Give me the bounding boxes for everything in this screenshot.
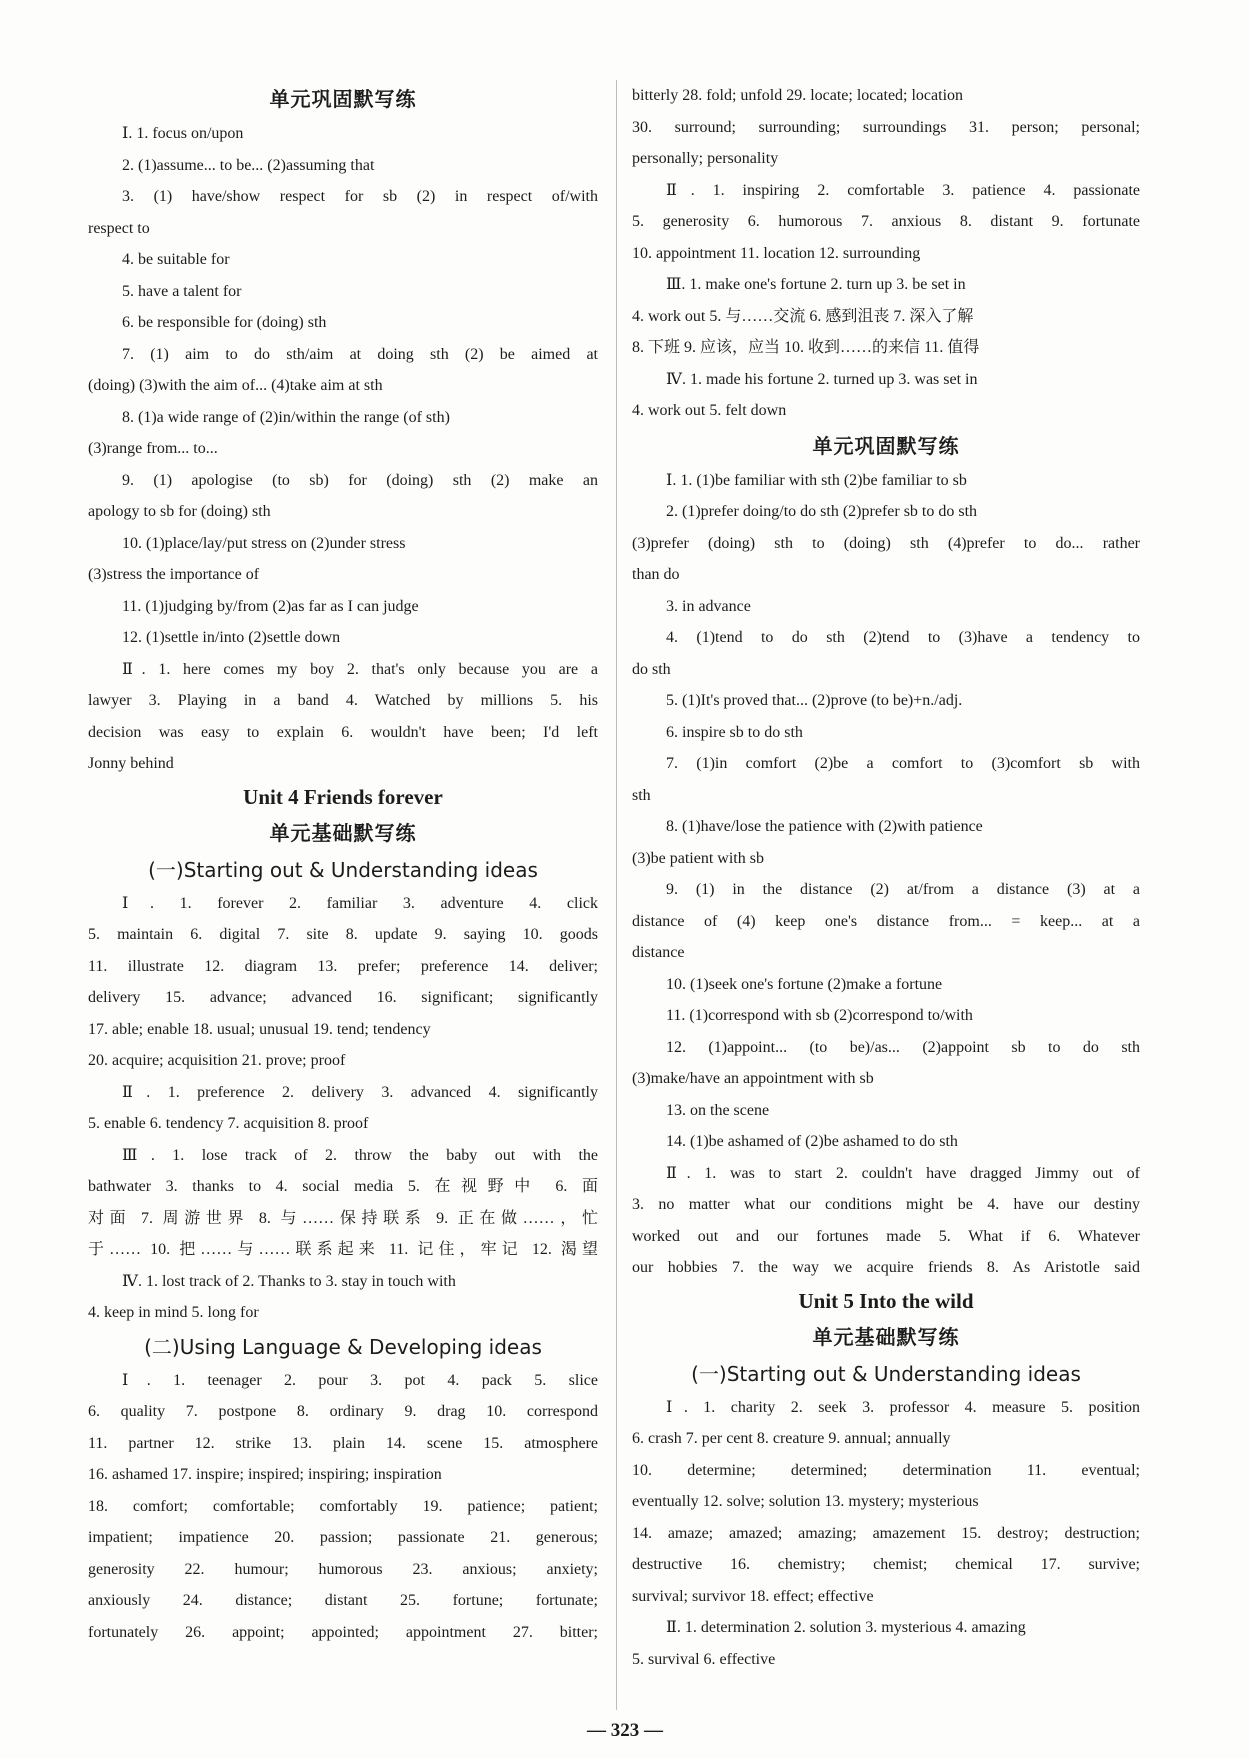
answer-line: survival; survivor 18. effect; effective bbox=[632, 1587, 874, 1605]
answer-line: 11. (1)judging by/from (2)as far as I can judge bbox=[122, 597, 419, 615]
answer-line: bitterly 28. fold; unfold 29. locate; located; location bbox=[632, 87, 964, 104]
answer-line: 6. be responsible for (doing) sth bbox=[122, 314, 327, 331]
answer-line: destructive 16. chemistry; chemist; chemical 17. survive; bbox=[632, 1556, 1140, 1573]
answer-line: (3)range from... to... bbox=[88, 440, 218, 457]
answer-line: Ⅱ. 1. preference 2. delivery 3. advanced 4. significantly bbox=[122, 1083, 598, 1101]
answer-line: fortunately 26. appoint; appointed; appointment 27. bitter; bbox=[88, 1623, 598, 1641]
answer-line: 6. crash 7. per cent 8. creature 9. annual; annually bbox=[632, 1430, 951, 1447]
column-divider bbox=[616, 80, 617, 1710]
answer-line: distance of (4) keep one's distance from... = keep... at a bbox=[632, 912, 1140, 930]
section-title: 单元巩固默写练 bbox=[812, 433, 960, 458]
answer-line: than do bbox=[632, 566, 680, 583]
answer-line: (3)make/have an appointment with sb bbox=[632, 1070, 874, 1087]
answer-line: 8. (1)have/lose the patience with (2)with patience bbox=[666, 818, 983, 835]
answer-line: 5. (1)It's proved that... (2)prove (to be)+n./adj. bbox=[666, 692, 963, 709]
answer-line: generosity 22. humour; humorous 23. anxious; anxiety; bbox=[88, 1560, 598, 1578]
answer-line: 10. determine; determined; determination 11. eventual; bbox=[632, 1461, 1140, 1479]
answer-line: apology to sb for (doing) sth bbox=[88, 503, 271, 520]
answer-line: 16. ashamed 17. inspire; inspired; inspiring; inspiration bbox=[88, 1466, 442, 1483]
answer-line: 5. maintain 6. digital 7. site 8. update 9. saying 10. goods bbox=[88, 926, 598, 943]
answer-line: 11. (1)correspond with sb (2)correspond to/with bbox=[666, 1007, 973, 1024]
answer-line: 4. keep in mind 5. long for bbox=[88, 1304, 259, 1321]
section-title: 单元基础默写练 bbox=[812, 1324, 960, 1349]
left-column bbox=[88, 80, 598, 1648]
answer-line: delivery 15. advance; advanced 16. significant; significantly bbox=[88, 989, 598, 1006]
answer-line: 8. 下班 9. 应该，应当 10. 收到……的来信 11. 值得 bbox=[632, 339, 980, 356]
answer-line: Ⅲ. 1. lose track of 2. throw the baby out with the bbox=[122, 1146, 598, 1164]
answer-line: 10. (1)place/lay/put stress on (2)under stress bbox=[122, 534, 406, 552]
answer-line: Ⅰ. 1. teenager 2. pour 3. pot 4. pack 5. slice bbox=[122, 1371, 598, 1389]
answer-line: 5. enable 6. tendency 7. acquisition 8. proof bbox=[88, 1115, 369, 1132]
answer-line: lawyer 3. Playing in a band 4. Watched by millions 5. his bbox=[88, 692, 598, 709]
answer-line: sth bbox=[632, 786, 651, 804]
subsection-heading: (一)Starting out & Understanding ideas bbox=[148, 857, 538, 882]
answer-line: 4. work out 5. 与……交流 6. 感到沮丧 7. 深入了解 bbox=[632, 307, 974, 325]
answer-line: Ⅱ. 1. determination 2. solution 3. mysterious 4. amazing bbox=[666, 1619, 1026, 1636]
answer-line: Ⅰ. 1. (1)be familiar with sth (2)be familiar to sb bbox=[666, 471, 967, 489]
answer-line: Ⅰ. 1. forever 2. familiar 3. adventure 4. click bbox=[122, 894, 598, 912]
answer-line: 30. surround; surrounding; surroundings 31. person; personal; bbox=[632, 118, 1140, 136]
subsection-heading: (二)Using Language & Developing ideas bbox=[144, 1334, 542, 1359]
answer-line: 10. (1)seek one's fortune (2)make a fortune bbox=[666, 975, 943, 993]
answer-line: 5. survival 6. effective bbox=[632, 1650, 776, 1668]
answer-line: (doing) (3)with the aim of... (4)take aim at sth bbox=[88, 377, 383, 394]
answer-line: Ⅰ. 1. charity 2. seek 3. professor 4. measure 5. position bbox=[666, 1398, 1140, 1416]
answer-line: Ⅳ. 1. made his fortune 2. turned up 3. was set in bbox=[666, 370, 978, 388]
answer-line: 2. (1)assume... to be... (2)assuming that bbox=[122, 156, 375, 174]
subsection-heading: (一)Starting out & Understanding ideas bbox=[691, 1361, 1081, 1386]
answer-line: 3. in advance bbox=[666, 597, 751, 615]
answer-line: eventually 12. solve; solution 13. mystery; mysterious bbox=[632, 1493, 979, 1510]
answer-line: 11. illustrate 12. diagram 13. prefer; preference 14. deliver; bbox=[88, 957, 598, 975]
answer-line: 12. (1)appoint... (to be)/as... (2)appoint sb to do sth bbox=[666, 1038, 1140, 1056]
answer-line: 18. comfort; comfortable; comfortably 19. patience; patient; bbox=[88, 1497, 598, 1515]
answer-line: 6. quality 7. postpone 8. ordinary 9. drag 10. correspond bbox=[88, 1403, 598, 1420]
answer-line: 4. work out 5. felt down bbox=[632, 402, 787, 419]
answer-line: anxiously 24. distance; distant 25. fortune; fortunate; bbox=[88, 1592, 598, 1609]
answer-line: 2. (1)prefer doing/to do sth (2)prefer sb to do sth bbox=[666, 503, 978, 520]
right-column bbox=[632, 80, 1140, 1675]
answer-line: worked out and our fortunes made 5. What if 6. Whatever bbox=[632, 1227, 1140, 1245]
answer-line: (3)prefer (doing) sth to (doing) sth (4)prefer to do... rather bbox=[632, 534, 1140, 552]
answer-line: decision was easy to explain 6. wouldn't have been; I'd left bbox=[88, 723, 598, 741]
answer-line: Ⅱ. 1. here comes my boy 2. that's only because you are a bbox=[122, 660, 598, 678]
answer-line: (3)stress the importance of bbox=[88, 566, 260, 583]
answer-line: 10. appointment 11. location 12. surrounding bbox=[632, 244, 921, 262]
answer-line: distance bbox=[632, 944, 685, 961]
answer-line: (3)be patient with sb bbox=[632, 849, 764, 867]
answer-line: 12. (1)settle in/into (2)settle down bbox=[122, 629, 341, 646]
unit-heading: Unit 4 Friends forever bbox=[243, 784, 443, 809]
answer-line: impatient; impatience 20. passion; passionate 21. generous; bbox=[88, 1529, 598, 1546]
answer-line: Ⅳ. 1. lost track of 2. Thanks to 3. stay in touch with bbox=[122, 1272, 456, 1290]
answer-line: 5. have a talent for bbox=[122, 282, 242, 300]
answer-line: 对面 7. 周游世界 8. 与……保持联系 9. 正在做……，忙 bbox=[88, 1209, 598, 1227]
answer-line: 17. able; enable 18. usual; unusual 19. tend; tendency bbox=[88, 1020, 431, 1038]
answer-line: bathwater 3. thanks to 4. social media 5. 在视野中 6. 面 bbox=[88, 1178, 598, 1195]
answer-line: 4. be suitable for bbox=[122, 251, 230, 268]
answer-line: Jonny behind bbox=[88, 755, 174, 772]
answer-line: Ⅲ. 1. make one's fortune 2. turn up 3. be set in bbox=[666, 276, 966, 293]
answer-line: Ⅱ. 1. was to start 2. couldn't have dragged Jimmy out of bbox=[666, 1164, 1140, 1182]
answer-line: 7. (1) aim to do sth/aim at doing sth (2) be aimed at bbox=[122, 345, 598, 363]
answer-line: 14. (1)be ashamed of (2)be ashamed to do sth bbox=[666, 1133, 958, 1150]
answer-line: 5. generosity 6. humorous 7. anxious 8. distant 9. fortunate bbox=[632, 213, 1140, 230]
answer-line: 7. (1)in comfort (2)be a comfort to (3)comfort sb with bbox=[666, 755, 1140, 772]
answer-line: personally; personality bbox=[632, 150, 779, 167]
answer-line: 3. (1) have/show respect for sb (2) in respect of/with bbox=[122, 188, 598, 205]
answer-line: 9. (1) in the distance (2) at/from a distance (3) at a bbox=[666, 881, 1140, 898]
answer-line: respect to bbox=[88, 219, 150, 237]
page-number: — 323 — bbox=[587, 1720, 663, 1741]
unit-heading: Unit 5 Into the wild bbox=[798, 1288, 974, 1313]
answer-line: 13. on the scene bbox=[666, 1101, 770, 1119]
section-title: 单元巩固默写练 bbox=[269, 87, 417, 111]
section-title: 单元基础默写练 bbox=[269, 820, 417, 845]
answer-line: do sth bbox=[632, 660, 671, 678]
answer-line: Ⅰ. 1. focus on/upon bbox=[122, 125, 244, 142]
answer-line: 6. inspire sb to do sth bbox=[666, 723, 803, 741]
answer-line: 9. (1) apologise (to sb) for (doing) sth (2) make an bbox=[122, 471, 598, 489]
answer-line: 8. (1)a wide range of (2)in/within the range (of sth) bbox=[122, 408, 450, 426]
answer-line: 3. no matter what our conditions might be 4. have our destiny bbox=[632, 1196, 1140, 1213]
answer-line: our hobbies 7. the way we acquire friends 8. As Aristotle said bbox=[632, 1259, 1140, 1276]
answer-line: 4. (1)tend to do sth (2)tend to (3)have a tendency to bbox=[666, 629, 1140, 646]
answer-line: 11. partner 12. strike 13. plain 14. scene 15. atmosphere bbox=[88, 1434, 598, 1452]
answer-line: 于…… 10. 把……与……联系起来 11. 记住，牢记 12. 渴望 bbox=[88, 1241, 598, 1258]
answer-line: 20. acquire; acquisition 21. prove; proof bbox=[88, 1052, 346, 1069]
answer-line: Ⅱ. 1. inspiring 2. comfortable 3. patience 4. passionate bbox=[666, 181, 1140, 199]
answer-line: 14. amaze; amazed; amazing; amazement 15. destroy; destruction; bbox=[632, 1524, 1140, 1542]
